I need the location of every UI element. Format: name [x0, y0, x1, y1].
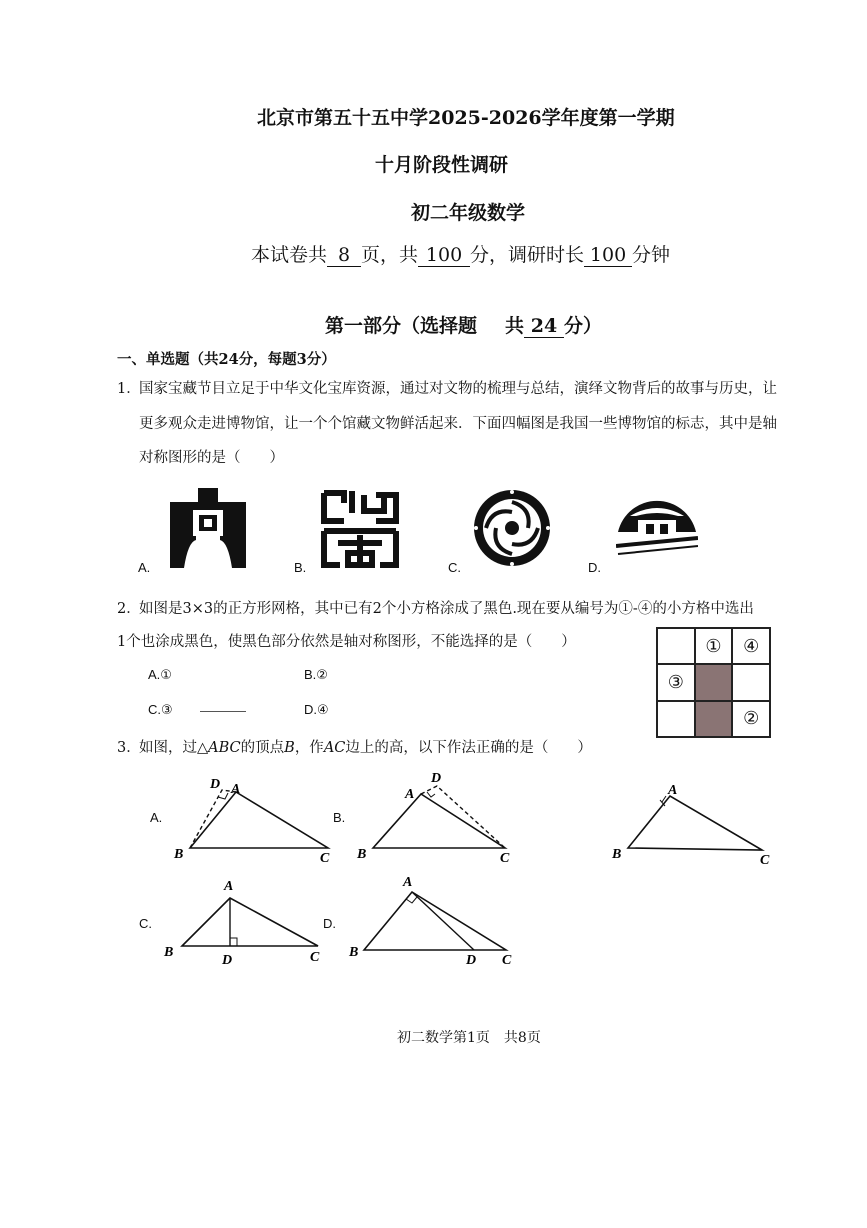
- q3-option-b[interactable]: B.: [333, 810, 346, 825]
- grid-cell-2: ②: [732, 701, 770, 737]
- section-heading: 一、单选题（共24分，每题3分）: [117, 351, 336, 368]
- q3-text-ac: AC: [323, 740, 346, 756]
- q3-option-a[interactable]: A.: [150, 810, 163, 825]
- grid-cell-3: ③: [657, 664, 695, 700]
- q3-option-d[interactable]: D.: [323, 916, 336, 931]
- q3-figure-a: [170, 770, 340, 862]
- q3-figure-d: [346, 872, 526, 970]
- q3-text-mid2: ，作: [294, 740, 324, 756]
- q3-text-b: B: [284, 740, 295, 756]
- part-title-post: 分）: [564, 315, 603, 337]
- info-pre: 本试卷共: [251, 244, 328, 266]
- q1-option-c[interactable]: C.: [448, 560, 461, 575]
- label-c: C: [310, 950, 320, 965]
- info-mid2: 分，调研时长: [470, 244, 585, 266]
- subject-title: 初二年级数学: [411, 202, 526, 224]
- label-d: D: [466, 953, 477, 968]
- total-score: 100: [418, 246, 470, 267]
- label-c: C: [760, 853, 770, 866]
- q2-option-c[interactable]: C.③: [148, 702, 173, 717]
- label-b: B: [164, 945, 174, 960]
- q1-option-d[interactable]: D.: [588, 560, 601, 575]
- q2-line2: 1个也涂成黑色，使黑色部分依然是轴对称图形，不能选择的是（ ）: [117, 634, 576, 650]
- q3-number: 3．: [117, 740, 141, 756]
- grid-cell-shaded: [695, 701, 733, 737]
- label-c: C: [320, 851, 330, 862]
- q2-option-d[interactable]: D.④: [304, 702, 329, 717]
- label-a: A: [403, 875, 413, 890]
- q2-line1: 如图是3×3的正方形网格，其中已有2个小方格涂成了黑色.现在要从编号为①-④的小方格中选出: [139, 601, 754, 617]
- q2-number: 2．: [117, 601, 141, 617]
- q2-option-b[interactable]: B.②: [304, 667, 328, 682]
- grid-cell: [732, 664, 770, 700]
- q3-text-mid1: 的顶点: [240, 740, 285, 756]
- q3-figure-extra: [610, 776, 780, 866]
- q3-figure-b: [355, 766, 525, 862]
- label-d: D: [210, 777, 221, 792]
- q1-number: 1．: [117, 381, 141, 397]
- swirl-ring-logo-icon: [472, 488, 552, 568]
- q2-option-a[interactable]: A.①: [148, 667, 172, 682]
- grid-cell: [657, 701, 695, 737]
- label-a: A: [231, 782, 241, 797]
- exam-name: 十月阶段性调研: [375, 154, 509, 176]
- part-title-pre: 第一部分（选择题: [325, 315, 478, 337]
- info-mid1: 页，共: [361, 244, 419, 266]
- grid-cell-4: ④: [732, 628, 770, 664]
- label-d: D: [431, 771, 442, 786]
- q1-line3: 对称图形的是（ ）: [139, 450, 284, 466]
- page-footer: 初二数学第1页 共8页: [397, 1030, 541, 1046]
- page-count: 8: [327, 246, 361, 267]
- part-title-mid: 共: [505, 315, 525, 337]
- label-a: A: [224, 879, 234, 894]
- grid-cell-shaded: [695, 664, 733, 700]
- label-a: A: [405, 787, 415, 802]
- q2-stray-mark: [200, 711, 246, 712]
- info-post: 分钟: [632, 244, 671, 266]
- duration: 100: [584, 246, 632, 267]
- q3-text-abc: ABC: [208, 740, 241, 756]
- q3-text-post: 边上的高，以下作法正确的是（ ）: [345, 740, 592, 756]
- q1-option-b[interactable]: B.: [294, 560, 307, 575]
- label-d: D: [222, 953, 233, 968]
- q3-text: [139, 736, 592, 757]
- ancient-coin-gate-logo-icon: [168, 484, 248, 570]
- school-title: 北京市第五十五中学2025-2026学年度第一学期: [257, 107, 675, 129]
- label-a: A: [668, 783, 678, 798]
- part-one-title: [325, 311, 602, 338]
- q1-line2: 更多观众走进博物馆，让一个个馆藏文物鲜活起来．下面四幅图是我国一些博物馆的标志，其中是轴: [139, 416, 777, 432]
- label-c: C: [500, 851, 510, 862]
- grid-cell-1: ①: [695, 628, 733, 664]
- q1-line1: 国家宝藏节目立足于中华文化宝库资源，通过对文物的梳理与总结，演绎文物背后的故事与历史，让: [139, 381, 777, 397]
- q1-option-a[interactable]: A.: [138, 560, 151, 575]
- label-c: C: [502, 953, 512, 968]
- q3-option-c[interactable]: C.: [139, 916, 152, 931]
- q3-text-pre: 如图，过△: [139, 740, 209, 756]
- grid-cell: [657, 628, 695, 664]
- seal-character-logo-icon: [320, 487, 400, 569]
- exam-info: [251, 240, 670, 267]
- label-b: B: [357, 847, 367, 862]
- part-score: 24: [524, 317, 564, 338]
- q3-figure-c: [160, 874, 330, 970]
- label-b: B: [612, 847, 622, 862]
- label-b: B: [174, 847, 184, 862]
- q2-grid: [656, 627, 771, 738]
- pavilion-circle-logo-icon: [616, 486, 698, 556]
- label-b: B: [349, 945, 359, 960]
